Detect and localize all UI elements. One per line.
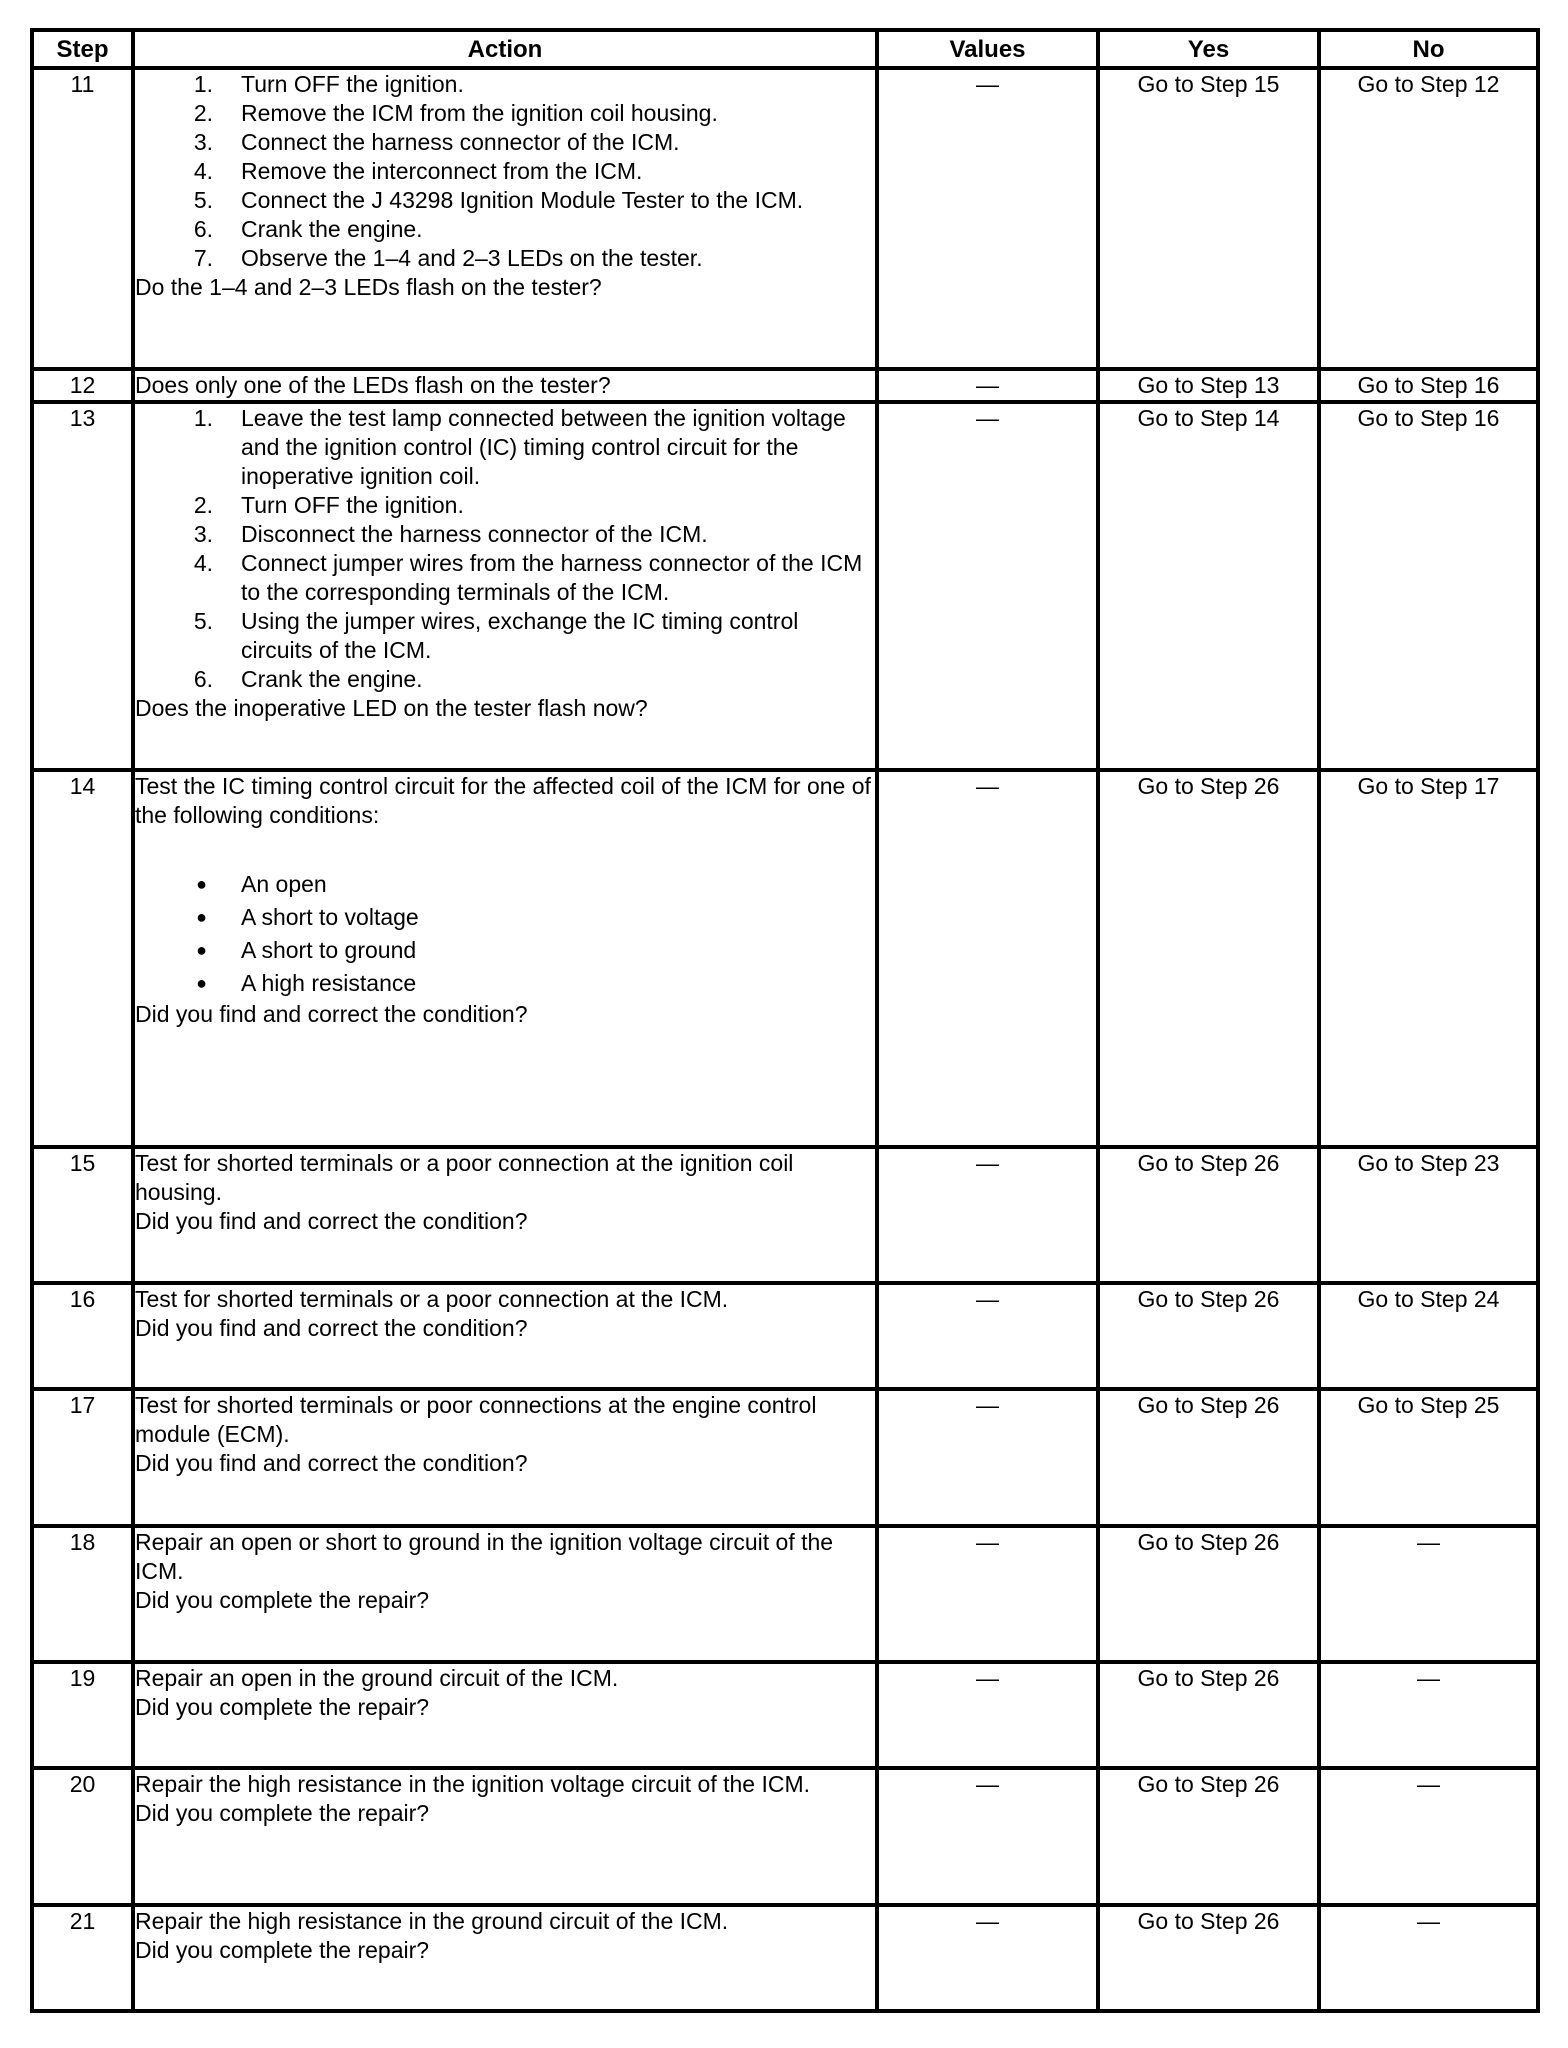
step-number: 16 (32, 1283, 133, 1389)
yes-cell: Go to Step 13 (1098, 369, 1319, 402)
no-cell: Go to Step 24 (1319, 1283, 1538, 1389)
header-no: No (1319, 30, 1538, 68)
yes-cell: Go to Step 26 (1098, 1147, 1319, 1283)
action-instructions (135, 70, 875, 273)
list-item-number: 6. (193, 666, 213, 692)
no-cell: Go to Step 16 (1319, 402, 1538, 770)
no-cell: — (1319, 1905, 1538, 2011)
step-number: 20 (32, 1768, 133, 1905)
values-cell: — (877, 1905, 1098, 2011)
list-item-text: Disconnect the harness connector of the ICM. (241, 521, 708, 547)
action-intro: Test for shorted terminals or a poor connection at the ignition coil housing. (135, 1150, 794, 1205)
bullet-list (135, 868, 875, 1000)
action-content (135, 404, 875, 723)
action-question: Do the 1–4 and 2–3 LEDs flash on the tester? (135, 274, 602, 300)
action-cell (133, 1147, 877, 1283)
action-question: Did you find and correct the condition? (135, 1001, 528, 1027)
list-item-text: Connect jumper wires from the harness connector of the ICM to the corresponding terminals of the ICM. (241, 550, 863, 605)
list-item (135, 99, 875, 128)
header-action: Action (133, 30, 877, 68)
list-item (135, 70, 875, 99)
list-item (135, 549, 875, 607)
action-instructions (135, 1770, 875, 1799)
action-cell (133, 369, 877, 402)
list-item (135, 404, 875, 491)
step-number: 21 (32, 1905, 133, 2011)
table-row (32, 1147, 1538, 1283)
action-question: Did you find and correct the condition? (135, 1450, 528, 1476)
yes-cell: Go to Step 26 (1098, 1283, 1319, 1389)
no-cell: Go to Step 17 (1319, 770, 1538, 1147)
action-cell (133, 1389, 877, 1526)
table-row (32, 1768, 1538, 1905)
list-item-text: Remove the ICM from the ignition coil housing. (241, 100, 718, 126)
action-intro: Test the IC timing control circuit for the affected coil of the ICM for one of the following conditions: (135, 773, 871, 828)
table-row (32, 68, 1538, 369)
action-instructions (135, 1149, 875, 1207)
list-item (135, 520, 875, 549)
list-item (135, 128, 875, 157)
table-row (32, 1905, 1538, 2011)
action-cell (133, 1283, 877, 1389)
no-cell: — (1319, 1768, 1538, 1905)
action-cell (133, 1905, 877, 2011)
list-item (135, 215, 875, 244)
values-cell: — (877, 1389, 1098, 1526)
bullet-item (135, 868, 875, 901)
list-item-number: 2. (193, 100, 213, 126)
list-item-number: 7. (193, 245, 213, 271)
action-intro: Test for shorted terminals or poor connections at the engine control module (ECM). (135, 1392, 817, 1447)
yes-cell: Go to Step 26 (1098, 1662, 1319, 1768)
step-number: 12 (32, 369, 133, 402)
bullet-text: A short to voltage (241, 904, 419, 930)
action-question: Did you complete the repair? (135, 1587, 430, 1613)
action-content (135, 1391, 875, 1478)
values-cell: — (877, 369, 1098, 402)
action-question: Did you complete the repair? (135, 1694, 430, 1720)
table-row (32, 770, 1538, 1147)
list-item-number: 1. (193, 71, 213, 97)
action-intro: Repair the high resistance in the ground circuit of the ICM. (135, 1908, 729, 1934)
bullet-icon: ● (196, 940, 207, 960)
header-row (32, 30, 1538, 68)
list-item-text: Crank the engine. (241, 666, 423, 692)
header-values: Values (877, 30, 1098, 68)
action-content (135, 1664, 875, 1722)
bullet-item (135, 934, 875, 967)
list-item (135, 186, 875, 215)
yes-cell: Go to Step 26 (1098, 1905, 1319, 2011)
action-cell (133, 402, 877, 770)
list-item-text: Remove the interconnect from the ICM. (241, 158, 643, 184)
list-item-text: Leave the test lamp connected between the ignition voltage and the ignition control (IC) timing control circuit for the inoperative ignition coil. (241, 405, 846, 489)
list-item-number: 2. (193, 492, 213, 518)
action-intro: Repair the high resistance in the ignition voltage circuit of the ICM. (135, 1771, 811, 1797)
list-item (135, 157, 875, 186)
action-instructions (135, 1907, 875, 1936)
bullet-text: A short to ground (241, 937, 417, 963)
action-content (135, 1149, 875, 1236)
step-number: 14 (32, 770, 133, 1147)
action-instructions (135, 1664, 875, 1693)
step-number: 17 (32, 1389, 133, 1526)
table-row (32, 402, 1538, 770)
yes-cell: Go to Step 26 (1098, 770, 1319, 1147)
action-content (135, 371, 875, 400)
list-item-number: 3. (193, 129, 213, 155)
action-instructions (135, 772, 875, 1000)
header-yes: Yes (1098, 30, 1319, 68)
list-item-text: Connect the harness connector of the ICM. (241, 129, 680, 155)
no-cell: — (1319, 1662, 1538, 1768)
yes-cell: Go to Step 26 (1098, 1389, 1319, 1526)
table-row (32, 1283, 1538, 1389)
action-cell (133, 1662, 877, 1768)
bullet-text: An open (241, 871, 327, 897)
header-step: Step (32, 30, 133, 68)
no-cell: Go to Step 23 (1319, 1147, 1538, 1283)
yes-cell: Go to Step 26 (1098, 1768, 1319, 1905)
numbered-list (135, 404, 875, 694)
bullet-item (135, 967, 875, 1000)
table-row (32, 1526, 1538, 1662)
list-item-number: 4. (193, 550, 213, 576)
list-item-text: Observe the 1–4 and 2–3 LEDs on the tester. (241, 245, 703, 271)
spacer (135, 830, 875, 868)
no-cell: Go to Step 12 (1319, 68, 1538, 369)
no-cell: Go to Step 25 (1319, 1389, 1538, 1526)
bullet-text: A high resistance (241, 970, 417, 996)
values-cell: — (877, 1526, 1098, 1662)
action-content (135, 1907, 875, 1965)
action-question: Does the inoperative LED on the tester flash now? (135, 695, 648, 721)
action-intro: Repair an open in the ground circuit of the ICM. (135, 1665, 619, 1691)
table-row (32, 1662, 1538, 1768)
action-cell (133, 770, 877, 1147)
values-cell: — (877, 1283, 1098, 1389)
action-question: Did you complete the repair? (135, 1937, 430, 1963)
action-question: Did you find and correct the condition? (135, 1315, 528, 1341)
step-number: 15 (32, 1147, 133, 1283)
step-number: 19 (32, 1662, 133, 1768)
values-cell: — (877, 68, 1098, 369)
bullet-icon: ● (196, 874, 207, 894)
action-cell (133, 68, 877, 369)
step-number: 13 (32, 402, 133, 770)
action-instructions (135, 1528, 875, 1586)
list-item-text: Turn OFF the ignition. (241, 492, 464, 518)
action-instructions (135, 1391, 875, 1449)
action-content (135, 1528, 875, 1615)
yes-cell: Go to Step 15 (1098, 68, 1319, 369)
action-content (135, 1770, 875, 1828)
action-intro: Repair an open or short to ground in the ignition voltage circuit of the ICM. (135, 1529, 834, 1584)
action-question: Did you find and correct the condition? (135, 1208, 528, 1234)
list-item-text: Using the jumper wires, exchange the IC timing control circuits of the ICM. (241, 608, 799, 663)
list-item-number: 5. (193, 187, 213, 213)
list-item (135, 665, 875, 694)
action-instructions (135, 404, 875, 694)
bullet-item (135, 901, 875, 934)
action-content (135, 1285, 875, 1343)
no-cell: — (1319, 1526, 1538, 1662)
values-cell: — (877, 770, 1098, 1147)
list-item (135, 244, 875, 273)
values-cell: — (877, 1768, 1098, 1905)
values-cell: — (877, 402, 1098, 770)
action-cell (133, 1768, 877, 1905)
numbered-list (135, 70, 875, 273)
diagnostic-table (30, 28, 1540, 2013)
values-cell: — (877, 1662, 1098, 1768)
action-content (135, 70, 875, 302)
bullet-icon: ● (196, 973, 207, 993)
list-item (135, 607, 875, 665)
list-item (135, 491, 875, 520)
step-number: 18 (32, 1526, 133, 1662)
list-item-text: Turn OFF the ignition. (241, 71, 464, 97)
values-cell: — (877, 1147, 1098, 1283)
action-question: Did you complete the repair? (135, 1800, 430, 1826)
action-question: Does only one of the LEDs flash on the tester? (135, 372, 611, 398)
action-cell (133, 1526, 877, 1662)
bullet-icon: ● (196, 907, 207, 927)
list-item-number: 6. (193, 216, 213, 242)
yes-cell: Go to Step 14 (1098, 402, 1319, 770)
action-instructions (135, 1285, 875, 1314)
action-content (135, 772, 875, 1029)
no-cell: Go to Step 16 (1319, 369, 1538, 402)
list-item-number: 1. (193, 405, 213, 431)
list-item-text: Crank the engine. (241, 216, 423, 242)
list-item-text: Connect the J 43298 Ignition Module Tester to the ICM. (241, 187, 804, 213)
table-row (32, 1389, 1538, 1526)
list-item-number: 5. (193, 608, 213, 634)
step-number: 11 (32, 68, 133, 369)
list-item-number: 4. (193, 158, 213, 184)
list-item-number: 3. (193, 521, 213, 547)
yes-cell: Go to Step 26 (1098, 1526, 1319, 1662)
table-row (32, 369, 1538, 402)
action-intro: Test for shorted terminals or a poor connection at the ICM. (135, 1286, 729, 1312)
